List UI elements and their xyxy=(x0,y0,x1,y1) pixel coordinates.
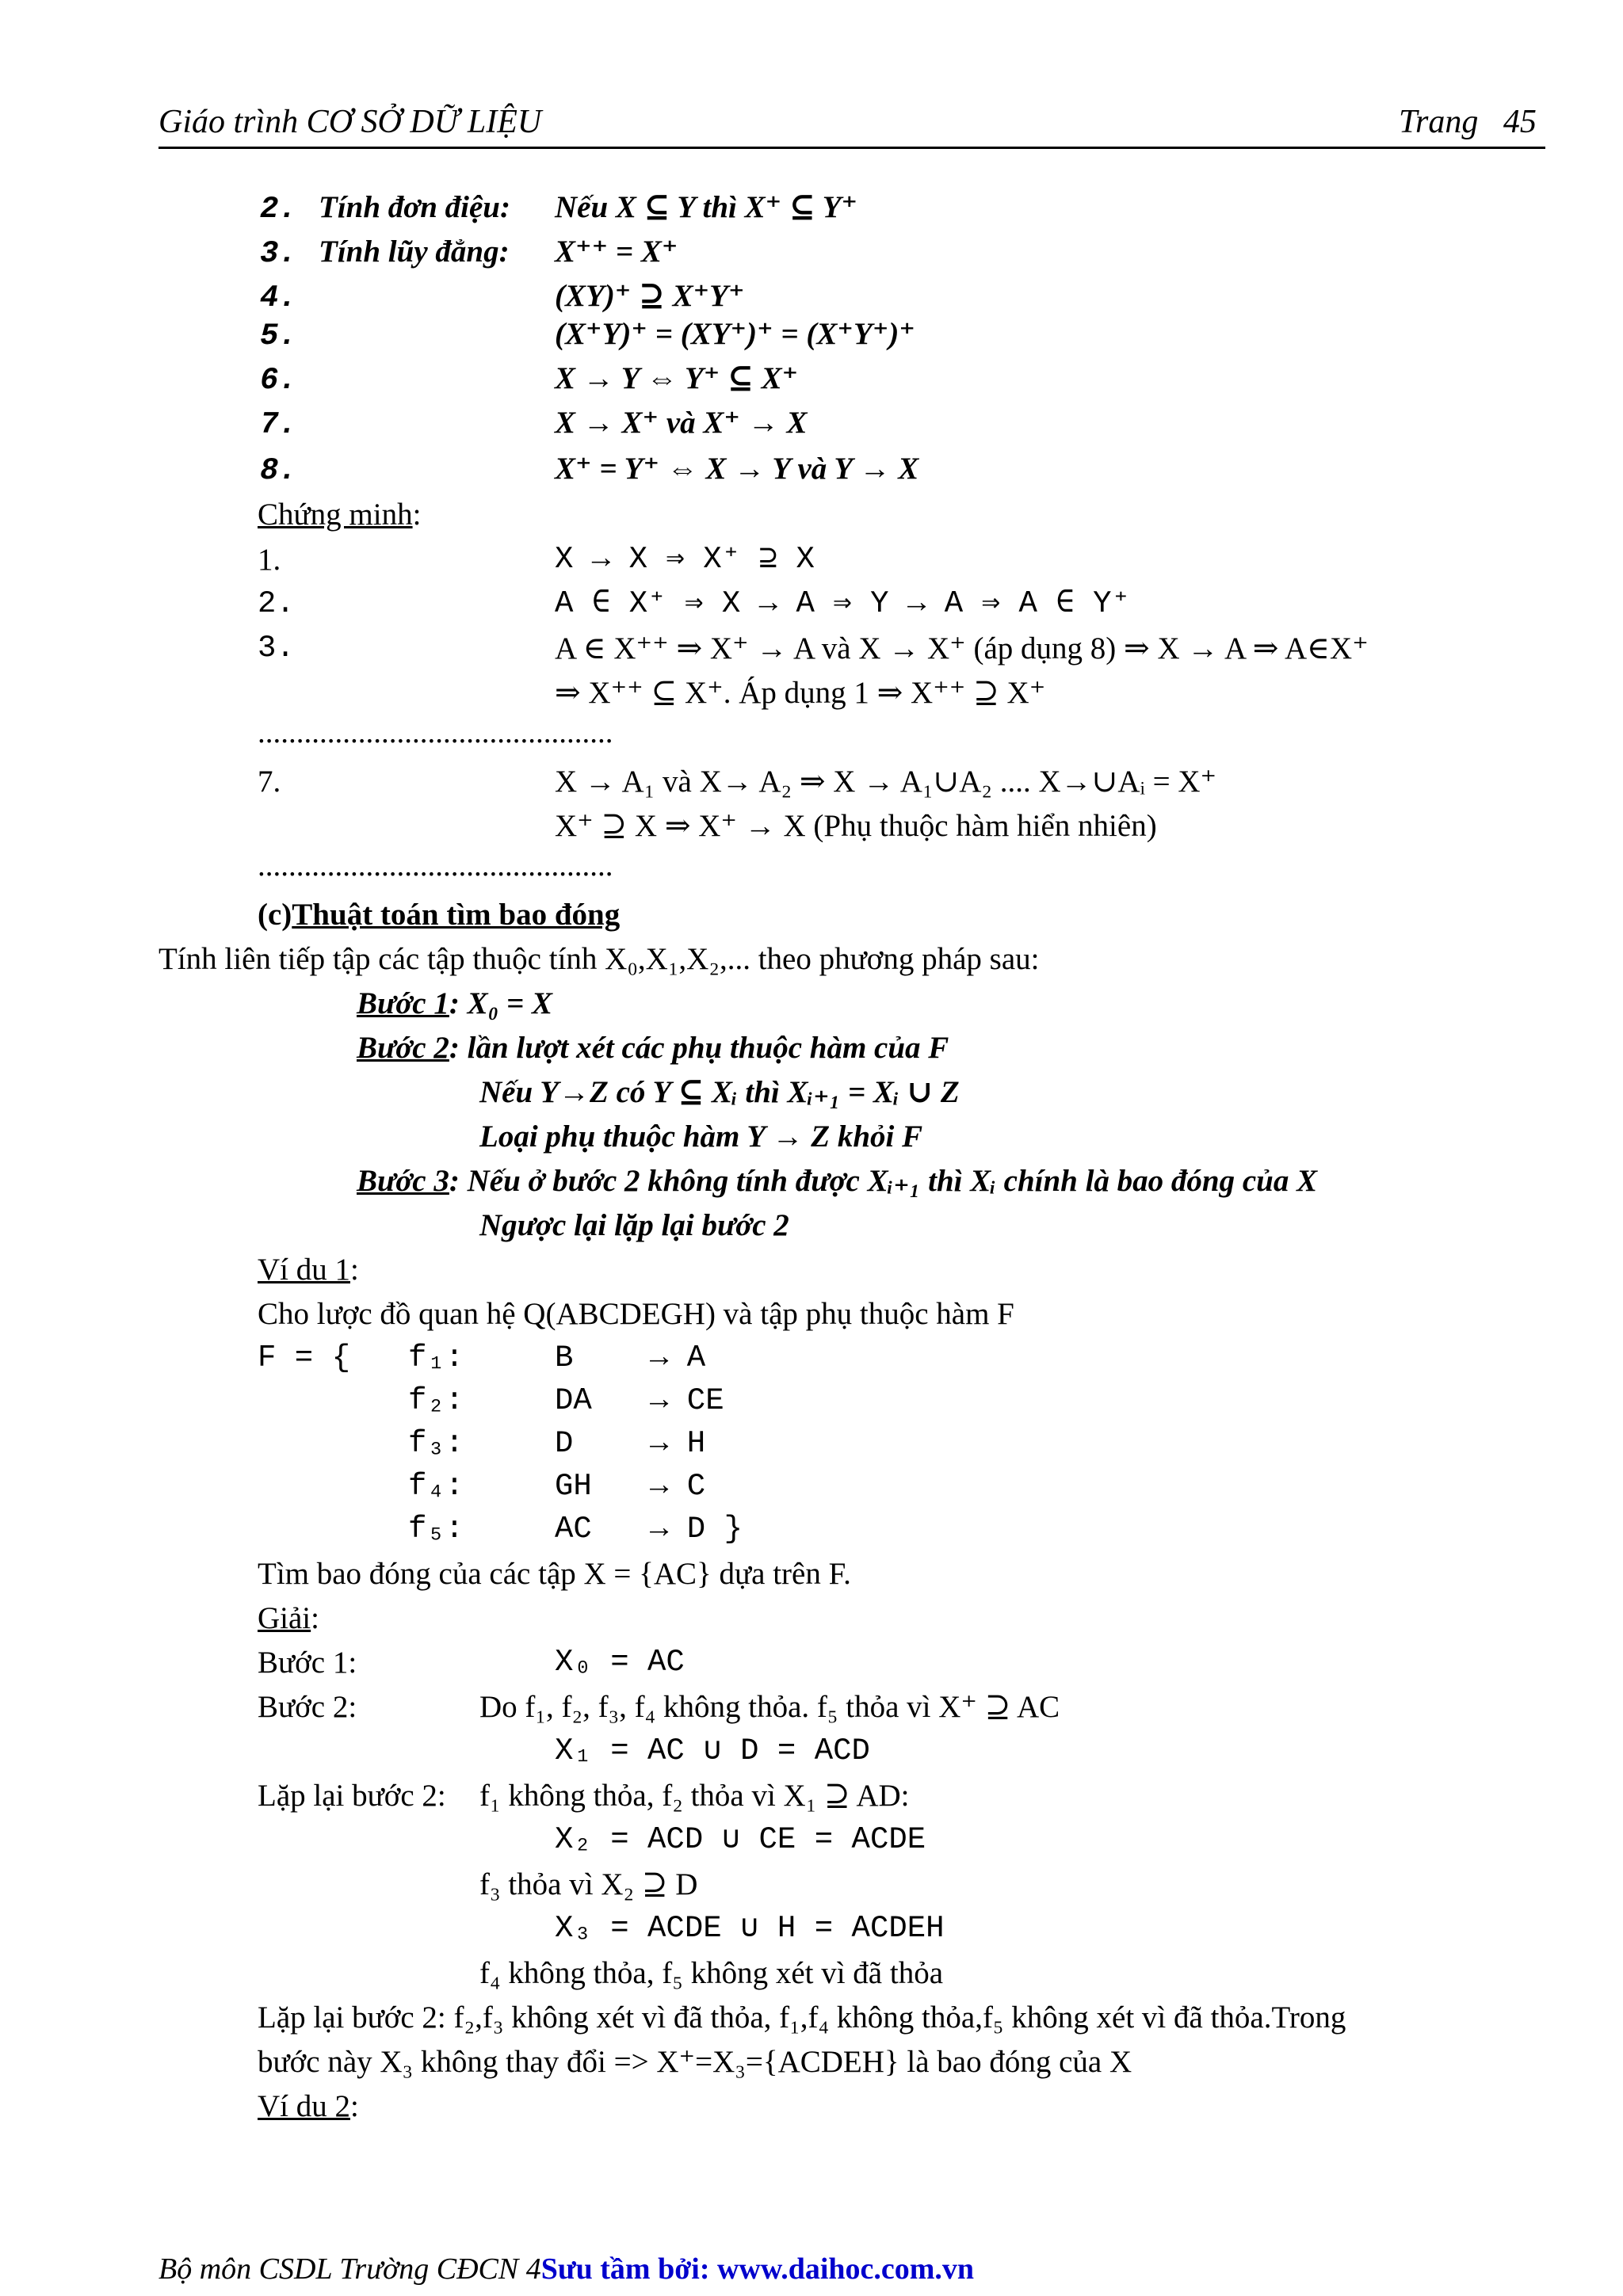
prop-formula: X → X⁺ và X⁺ → X xyxy=(555,406,808,440)
fd-lhs: AC xyxy=(555,1512,592,1547)
dotted-separator: .............................................. xyxy=(258,849,613,883)
prop-formula: Nếu X ⊆ Y thì X⁺ ⊆ Y⁺ xyxy=(555,190,858,224)
step-label: Bước 3 xyxy=(357,1164,449,1198)
step-label: Bước 2 xyxy=(357,1031,449,1065)
example-1-heading xyxy=(258,1254,359,1285)
fd-name: f₄: xyxy=(408,1469,464,1504)
fd-rhs: → CE xyxy=(650,1383,724,1418)
solution-step-text: X₀ = AC xyxy=(555,1645,685,1680)
solution-result: X₁ = AC ∪ D = ACD xyxy=(555,1733,870,1768)
prop-number: 5. xyxy=(260,318,297,353)
example-colon: : xyxy=(350,1253,359,1287)
proof-line-number: 1. xyxy=(258,543,281,577)
solution-result: X₃ = ACDE ∪ H = ACDEH xyxy=(555,1911,945,1946)
fd-name: f₅: xyxy=(408,1512,464,1547)
prop-number: 6. xyxy=(260,363,297,398)
solution-step-label: Lặp lại bước 2: xyxy=(258,1779,446,1813)
example-colon: : xyxy=(350,2089,359,2123)
footer-department: Bộ môn CSDL Trường CĐCN 4 xyxy=(158,2252,541,2286)
proof-line: X → X ⇒ X⁺ ⊇ X xyxy=(555,542,815,577)
solution-step-text: f₃ thỏa vì X₂ ⊇ D xyxy=(479,1867,698,1901)
prop-name: Tính lũy đẳng: xyxy=(319,235,510,269)
prop-formula: X⁺ = Y⁺ ⇔ X → Y và Y → X xyxy=(555,452,919,486)
step-text: : lần lượt xét các phụ thuộc hàm của F xyxy=(449,1031,949,1065)
solution-heading xyxy=(258,1603,319,1634)
prop-number: 3. xyxy=(260,236,297,271)
prop-formula: (X⁺Y)⁺ = (XY⁺)⁺ = (X⁺Y⁺)⁺ xyxy=(555,317,915,351)
fd-name: f₃: xyxy=(408,1426,464,1461)
example-title: Ví du 1 xyxy=(258,1253,350,1287)
fd-lhs: B xyxy=(555,1341,574,1375)
fd-set-open: F = { xyxy=(258,1341,351,1375)
step-text: : Nếu ở bước 2 không tính được Xᵢ₊₁ thì Xᵢ chính là bao đóng của X xyxy=(449,1164,1318,1198)
solution-conclusion: bước này X₃ không thay đổi => X⁺=X₃={ACDEH} là bao đóng của X xyxy=(258,2045,1132,2079)
fd-rhs: → C xyxy=(650,1469,706,1504)
fd-lhs: GH xyxy=(555,1469,592,1504)
example-intro: Cho lược đồ quan hệ Q(ABCDEGH) và tập phụ thuộc hàm F xyxy=(258,1297,1014,1331)
fd-lhs: DA xyxy=(555,1383,592,1418)
solution-result: X₂ = ACD ∪ CE = ACDE xyxy=(555,1822,926,1857)
proof-heading xyxy=(258,499,421,530)
prop-number: 2. xyxy=(260,192,297,227)
section-title: Thuật toán tìm bao đóng xyxy=(292,898,621,932)
prop-number: 4. xyxy=(260,280,297,315)
algorithm-step-1 xyxy=(357,988,552,1019)
solution-conclusion: Lặp lại bước 2: f₂,f₃ không xét vì đã thỏa, f₁,f₄ không thỏa,f₅ không xét vì đã thỏa.Trong xyxy=(258,2000,1346,2035)
algorithm-step-2-rule: Nếu Y→Z có Y ⊆ Xᵢ thì Xᵢ₊₁ = Xᵢ ∪ Z xyxy=(479,1075,960,1109)
fd-rhs: → A xyxy=(650,1341,706,1375)
fd-rhs: → H xyxy=(650,1426,706,1461)
solution-step-text: Do f₁, f₂, f₃, f₄ không thỏa. f₅ thỏa vì X⁺ ⊇ AC xyxy=(479,1690,1060,1724)
algorithm-step-3 xyxy=(357,1165,1317,1196)
prop-formula: (XY)⁺ ⊇ X⁺Y⁺ xyxy=(555,279,745,313)
solution-step-label: Bước 2: xyxy=(258,1690,357,1724)
prop-number: 8. xyxy=(260,453,297,488)
section-intro: Tính liên tiếp tập các tập thuộc tính X₀,X₁,X₂,... theo phương pháp sau: xyxy=(158,942,1040,976)
example-title: Ví du 2 xyxy=(258,2089,350,2123)
proof-line: A ∈ X⁺ ⇒ X → A ⇒ Y → A ⇒ A ∈ Y⁺ xyxy=(555,586,1131,621)
fd-name: f₁: xyxy=(408,1341,464,1375)
proof-line: A ∈ X⁺⁺ ⇒ X⁺ → A và X → X⁺ (áp dụng 8) ⇒ X → A ⇒ A∈X⁺ xyxy=(555,631,1369,666)
footer xyxy=(158,2254,974,2284)
proof-line-number: 7. xyxy=(258,765,281,799)
fd-rhs: → D } xyxy=(650,1512,743,1547)
proof-line: X → A₁ và X→ A₂ ⇒ X → A₁∪A₂ .... X→∪Aᵢ = X⁺ xyxy=(555,765,1217,799)
solution-step-label: Bước 1: xyxy=(258,1646,357,1680)
proof-line-number: 2. xyxy=(258,586,295,621)
footer-source-link[interactable]: Sưu tầm bởi: www.daihoc.com.vn xyxy=(540,2252,975,2286)
step-label: Bước 1 xyxy=(357,986,449,1020)
solution-step-text: f₄ không thỏa, f₅ không xét vì đã thỏa xyxy=(479,1956,943,1990)
page-number: Trang 45 xyxy=(1399,104,1537,140)
algorithm-step-2 xyxy=(357,1032,949,1063)
header-title: Giáo trình CƠ SỞ DỮ LIỆU xyxy=(158,104,542,140)
header-rule xyxy=(158,147,1545,149)
example-task: Tìm bao đóng của các tập X = {AC} dựa trên F. xyxy=(258,1557,851,1591)
solution-title: Giải xyxy=(258,1601,311,1635)
algorithm-step-3-else: Ngược lại lặp lại bước 2 xyxy=(479,1208,789,1242)
solution-colon: : xyxy=(311,1601,319,1635)
section-heading xyxy=(258,899,620,930)
prop-formula: X⁺⁺ = X⁺ xyxy=(555,235,678,269)
fd-name: f₂: xyxy=(408,1383,464,1418)
proof-line-number: 3. xyxy=(258,631,295,666)
fd-lhs: D xyxy=(555,1426,574,1461)
prop-formula: X → Y ⇔ Y⁺ ⊆ X⁺ xyxy=(555,361,799,395)
prop-number: 7. xyxy=(260,407,297,442)
solution-step-text: f₁ không thỏa, f₂ thỏa vì X₁ ⊇ AD: xyxy=(479,1779,910,1813)
step-text: : X₀ = X xyxy=(449,986,552,1020)
prop-name: Tính đơn điệu: xyxy=(319,190,510,224)
proof-line: ⇒ X⁺⁺ ⊆ X⁺. Áp dụng 1 ⇒ X⁺⁺ ⊇ X⁺ xyxy=(555,676,1046,710)
algorithm-step-2-remove: Loại phụ thuộc hàm Y → Z khỏi F xyxy=(479,1119,923,1154)
section-prefix: (c) xyxy=(258,898,292,932)
example-2-heading xyxy=(258,2091,359,2122)
dotted-separator: .............................................. xyxy=(258,715,613,749)
proof-title: Chứng minh xyxy=(258,498,413,532)
proof-line: X⁺ ⊇ X ⇒ X⁺ → X (Phụ thuộc hàm hiển nhiên) xyxy=(555,809,1157,843)
proof-colon: : xyxy=(412,498,422,532)
